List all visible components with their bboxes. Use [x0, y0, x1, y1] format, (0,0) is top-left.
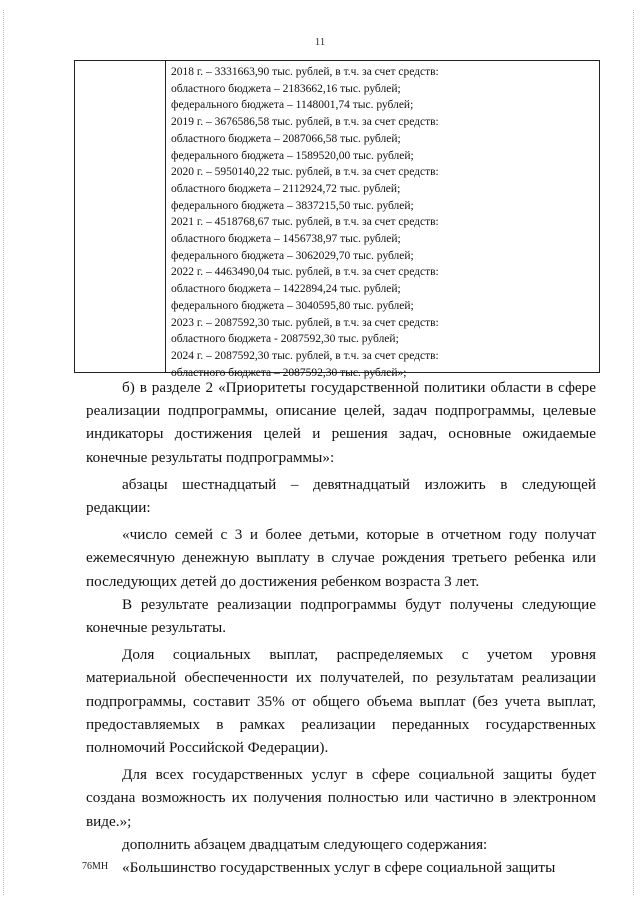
- funding-table-line: федерального бюджета – 1589520,00 тыс. рублей;: [171, 149, 414, 162]
- paragraph-electronic-services: Для всех государственных услуг в сфере социальной защиты будет создана возможность их получения полностью или частично в электронном виде.»;: [86, 766, 596, 830]
- scan-edge-left: [3, 10, 4, 895]
- paragraph-results-intro: В результате реализации подпрограммы будут получены следующие конечные результаты.: [86, 595, 596, 637]
- funding-table-line: федерального бюджета – 1148001,74 тыс. рублей;: [171, 99, 414, 112]
- funding-table-line: 2021 г. – 4518768,67 тыс. рублей, в т.ч. за счет средств:: [171, 216, 439, 229]
- funding-table-line: 2020 г. – 5950140,22 тыс. рублей, в т.ч. за счет средств:: [171, 166, 439, 179]
- funding-table-cell: [171, 64, 595, 381]
- funding-table-line: областного бюджета – 2183662,16 тыс. рублей;: [171, 82, 401, 95]
- funding-table-line: 2022 г. – 4463490,04 тыс. рублей, в т.ч. за счет средств:: [171, 266, 439, 279]
- scan-edge-right: [633, 10, 634, 895]
- funding-table-line: 2019 г. – 3676586,58 тыс. рублей, в т.ч. за счет средств:: [171, 116, 439, 129]
- paragraph-section-2-heading: б) в разделе 2 «Приоритеты государственной политики области в сфере реализации подпрограммы, описание целей, задач подпрограммы, целевые индикаторы достижения целей и решения задач, основные ожидаемые конечные результаты подпрограммы»:: [86, 379, 596, 466]
- funding-table-line: областного бюджета - 2087592,30 тыс. рублей;: [171, 333, 399, 346]
- funding-table-line: 2018 г. – 3331663,90 тыс. рублей, в т.ч. за счет средств:: [171, 66, 439, 78]
- paragraph-families-indicator: «число семей с 3 и более детьми, которые в отчетном году получат ежемесячную денежную выплату в случае рождения третьего ребенка или последующих детей до достижения ребенком возраста 3 лет.: [86, 526, 596, 590]
- funding-table-line: 2024 г. – 2087592,30 тыс. рублей, в т.ч. за счет средств:: [171, 349, 439, 362]
- paragraph-amend-instruction: абзацы шестнадцатый – девятнадцатый изложить в следующей редакции:: [86, 475, 596, 517]
- funding-table-line: областного бюджета – 2087592,30 тыс. рублей»;: [171, 366, 407, 379]
- funding-table-line: областного бюджета – 1422894,24 тыс. рублей;: [171, 283, 401, 296]
- paragraph-services-quote: «Большинство государственных услуг в сфере социальной защиты: [122, 859, 556, 877]
- funding-table-line: областного бюджета – 1456738,97 тыс. рублей;: [171, 233, 401, 246]
- paragraph-social-payments-share: Доля социальных выплат, распределяемых с учетом уровня материальной обеспеченности их получателей, по результатам реализации подпрограммы, составит 35% от общего объема выплат (без учета выплат, предоставляемых в рамках реализации переданных государственных полномочий Российской Федерации).: [86, 646, 596, 757]
- document-body: [86, 376, 596, 879]
- page-number: 11: [314, 36, 326, 48]
- table-column-divider: [165, 61, 166, 372]
- funding-table-line: областного бюджета – 2087066,58 тыс. рублей;: [171, 132, 401, 145]
- funding-table-line: федерального бюджета – 3040595,80 тыс. рублей;: [171, 299, 414, 312]
- funding-table-line: 2023 г. – 2087592,30 тыс. рублей, в т.ч. за счет средств:: [171, 316, 439, 329]
- funding-table-line: федерального бюджета – 3062029,70 тыс. рублей;: [171, 249, 414, 262]
- funding-table-line: областного бюджета – 2112924,72 тыс. рублей;: [171, 182, 401, 195]
- paragraph-add-instruction: дополнить абзацем двадцатым следующего содержания:: [122, 835, 488, 853]
- funding-table-line: федерального бюджета – 3837215,50 тыс. рублей;: [171, 199, 414, 212]
- document-code: 76МН: [82, 861, 109, 872]
- funding-table: [74, 60, 600, 379]
